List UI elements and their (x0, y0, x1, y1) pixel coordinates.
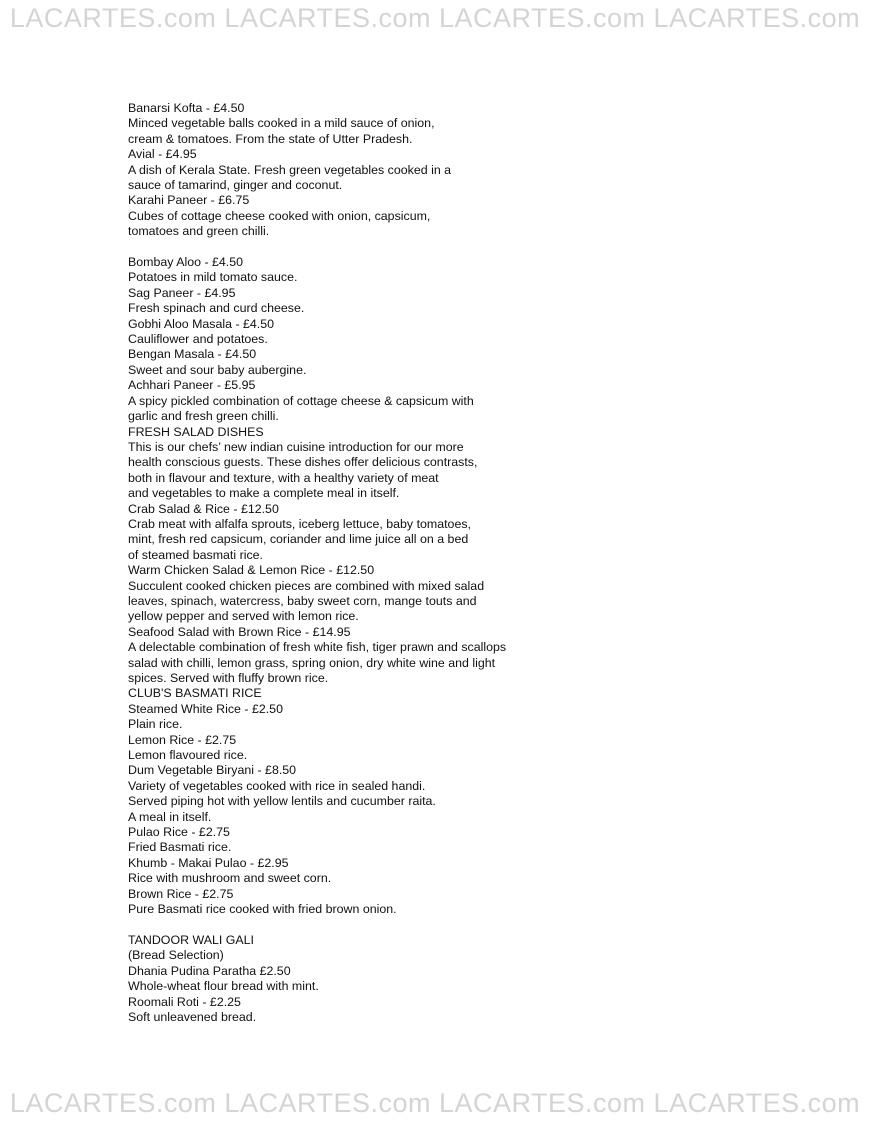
menu-line: Achhari Paneer - £5.95 (128, 378, 256, 393)
menu-line: Seafood Salad with Brown Rice - £14.95 (128, 624, 351, 639)
menu-line: A spicy pickled combination of cottage cheese & capsicum with (128, 393, 474, 408)
menu-line: Succulent cooked chicken pieces are combined with mixed salad (128, 578, 485, 593)
menu-line: of steamed basmati rice. (128, 547, 263, 562)
watermark-bottom: LACARTES.com LACARTES.com LACARTES.com LACARTES.com (9, 1088, 861, 1118)
menu-line: Gobhi Aloo Masala - £4.50 (128, 316, 275, 331)
menu-line: Soft unleavened bread. (128, 1009, 257, 1024)
menu-line: spices. Served with fluffy brown rice. (128, 671, 329, 686)
menu-line: Avial - £4.95 (128, 147, 197, 162)
menu-line: sauce of tamarind, ginger and coconut. (128, 178, 343, 193)
menu-line: Karahi Paneer - £6.75 (128, 193, 250, 208)
menu-line: This is our chefs’ new indian cuisine introduction for our more (128, 439, 464, 454)
menu-line: salad with chilli, lemon grass, spring onion, dry white wine and light (128, 655, 496, 670)
menu-line: yellow pepper and served with lemon rice. (128, 609, 359, 624)
menu-line: tomatoes and green chilli. (128, 224, 270, 239)
menu-line: Cauliflower and potatoes. (128, 332, 268, 347)
menu-line: Khumb - Makai Pulao - £2.95 (128, 855, 289, 870)
menu-line: Roomali Roti - £2.25 (128, 994, 241, 1009)
menu-line: Served piping hot with yellow lentils and cucumber raita. (128, 794, 436, 809)
menu-line: Pure Basmati rice cooked with fried brown onion. (128, 902, 397, 917)
menu-line: Sag Paneer - £4.95 (128, 285, 236, 300)
menu-line: Bombay Aloo - £4.50 (128, 255, 244, 270)
menu-line: Dhania Pudina Paratha £2.50 (128, 963, 291, 978)
menu-line: Crab Salad & Rice - £12.50 (128, 501, 279, 516)
blank-line (128, 240, 548, 255)
menu-line: Whole-wheat flour bread with mint. (128, 979, 319, 994)
menu-line: A delectable combination of fresh white fish, tiger prawn and scallops (128, 640, 507, 655)
menu-line: Dum Vegetable Biryani - £8.50 (128, 763, 297, 778)
menu-line: A dish of Kerala State. Fresh green vegetables cooked in a (128, 162, 452, 177)
menu-line: TANDOOR WALI GALI (128, 932, 254, 947)
menu-line: garlic and fresh green chilli. (128, 409, 279, 424)
menu-line: Brown Rice - £2.75 (128, 886, 234, 901)
menu-line: Crab meat with alfalfa sprouts, iceberg lettuce, baby tomatoes, (128, 516, 471, 531)
menu-text (128, 101, 548, 1025)
menu-line: cream & tomatoes. From the state of Utter Pradesh. (128, 131, 413, 146)
menu-line: health conscious guests. These dishes offer delicious contrasts, (128, 455, 478, 470)
menu-line: Variety of vegetables cooked with rice in sealed handi. (128, 778, 426, 793)
menu-line: Potatoes in mild tomato sauce. (128, 270, 298, 285)
blank-line (128, 918, 548, 933)
menu-line: Lemon flavoured rice. (128, 748, 248, 763)
menu-line: Warm Chicken Salad & Lemon Rice - £12.50 (128, 563, 375, 578)
watermark-top: LACARTES.com LACARTES.com LACARTES.com LACARTES.com (9, 3, 861, 33)
menu-line: Plain rice. (128, 717, 183, 732)
menu-line: mint, fresh red capsicum, coriander and lime juice all on a bed (128, 532, 469, 547)
menu-line: CLUB'S BASMATI RICE (128, 686, 262, 701)
menu-line: Fresh spinach and curd cheese. (128, 301, 305, 316)
menu-line: Banarsi Kofta - £4.50 (128, 101, 245, 115)
menu-line: both in flavour and texture, with a healthy variety of meat (128, 470, 439, 485)
menu-line: Lemon Rice - £2.75 (128, 732, 237, 747)
menu-line: FRESH SALAD DISHES (128, 424, 264, 439)
menu-line: Pulao Rice - £2.75 (128, 825, 230, 840)
menu-line: Sweet and sour baby aubergine. (128, 362, 307, 377)
menu-line: (Bread Selection) (128, 948, 224, 963)
menu-line: Minced vegetable balls cooked in a mild sauce of onion, (128, 116, 435, 131)
menu-line: Cubes of cottage cheese cooked with onion, capsicum, (128, 208, 431, 223)
menu-line: Rice with mushroom and sweet corn. (128, 871, 332, 886)
menu-line: Fried Basmati rice. (128, 840, 232, 855)
menu-line: leaves, spinach, watercress, baby sweet corn, mange touts and (128, 593, 477, 608)
menu-line: Steamed White Rice - £2.50 (128, 701, 283, 716)
menu-line: A meal in itself. (128, 809, 212, 824)
menu-line: and vegetables to make a complete meal in itself. (128, 486, 400, 501)
menu-line: Bengan Masala - £4.50 (128, 347, 257, 362)
